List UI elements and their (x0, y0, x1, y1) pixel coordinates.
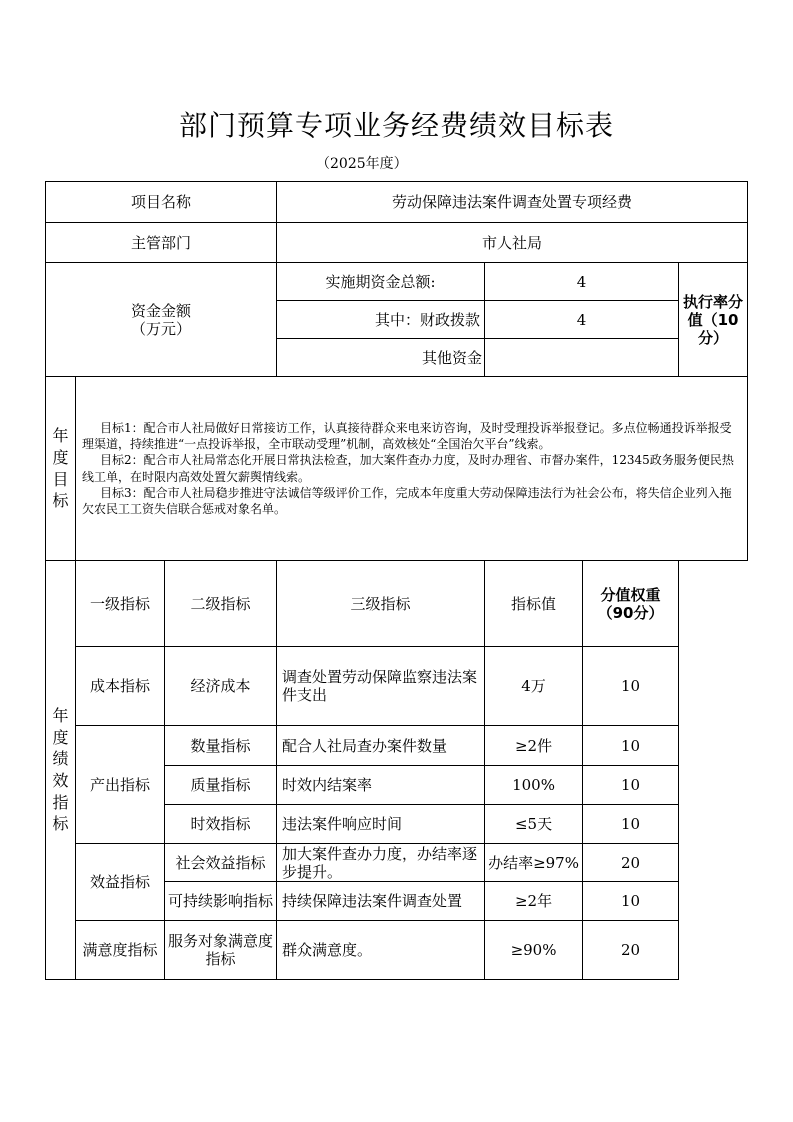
row-weight: 20 (583, 844, 679, 882)
other-funds-label: 其他资金 (277, 339, 485, 377)
annual-goals-label-char: 标 (52, 491, 69, 511)
row-level2: 数量指标 (165, 726, 277, 766)
funds-label-line2: （万元） (131, 319, 192, 338)
row-weight: 10 (583, 726, 679, 766)
row-weight: 10 (583, 766, 679, 805)
row-level2: 经济成本 (165, 647, 277, 726)
row-level3: 加大案件查办力度，办结率逐步提升。 (277, 844, 485, 882)
group-satisfaction: 满意度指标 (76, 921, 165, 980)
indicators-label-char: 度 (52, 727, 69, 747)
annual-goals-label-char: 年 (52, 426, 69, 446)
row-weight: 10 (583, 805, 679, 844)
row-value: 办结率≥97% (485, 844, 583, 882)
row-level3: 时效内结案率 (277, 766, 485, 805)
row-level2: 服务对象满意度指标 (165, 921, 277, 980)
row-level3: 配合人社局查办案件数量 (277, 726, 485, 766)
row-value: ≥90% (485, 921, 583, 980)
row-level2: 时效指标 (165, 805, 277, 844)
project-name-label: 项目名称 (46, 182, 277, 223)
performance-target-table (45, 181, 748, 980)
row-level2: 质量指标 (165, 766, 277, 805)
row-level3: 违法案件响应时间 (277, 805, 485, 844)
row-weight: 20 (583, 921, 679, 980)
annual-goals-content (76, 377, 748, 561)
fiscal-funds-value: 4 (485, 301, 679, 339)
funds-label (46, 263, 277, 377)
header-value: 指标值 (485, 561, 583, 647)
other-funds-value (485, 339, 679, 377)
row-level3: 持续保障违法案件调查处置 (277, 882, 485, 921)
annual-goals-label (46, 377, 76, 561)
total-funds-value: 4 (485, 263, 679, 301)
header-level3: 三级指标 (277, 561, 485, 647)
funds-label-line1: 资金金额 (131, 301, 192, 320)
header-weight: 分值权重（90分） (583, 561, 679, 647)
fiscal-funds-label: 其中：财政拨款 (277, 301, 485, 339)
row-level3: 调查处置劳动保障监察违法案件支出 (277, 647, 485, 726)
indicators-label-char: 效 (52, 771, 69, 790)
row-value: 4万 (485, 647, 583, 726)
page-title: 部门预算专项业务经费绩效目标表 (178, 109, 614, 142)
row-value: 100% (485, 766, 583, 805)
department-label: 主管部门 (46, 223, 277, 263)
project-name-value: 劳动保障违法案件调查处置专项经费 (277, 182, 748, 223)
goal-paragraph-1: 目标1：配合市人社局做好日常接访工作，认真接待群众来电来访咨询，及时受理投诉举报登记。多点位畅通投诉举报受理渠道，持续推进“一点投诉举报，全市联动受理”机制，高效核处“全国治欠平台”线索。 (82, 420, 732, 452)
indicators-label-char: 指 (52, 792, 69, 812)
indicators-label-char: 标 (52, 814, 69, 834)
row-value: ≤5天 (485, 805, 583, 844)
group-benefit: 效益指标 (76, 844, 165, 921)
header-level1: 一级指标 (76, 561, 165, 647)
goal-paragraph-3: 目标3：配合市人社局稳步推进守法诚信等级评价工作，完成本年度重大劳动保障违法行为社会公布，将失信企业列入拖欠农民工工资失信联合惩戒对象名单。 (82, 485, 732, 516)
row-level2: 社会效益指标 (165, 844, 277, 882)
total-funds-label: 实施期资金总额: (277, 263, 485, 301)
group-cost: 成本指标 (76, 647, 165, 726)
row-level2: 可持续影响指标 (165, 882, 277, 921)
row-weight: 10 (583, 647, 679, 726)
indicators-label-char: 绩 (52, 749, 69, 769)
header-level2: 二级指标 (165, 561, 277, 647)
row-value: ≥2件 (485, 726, 583, 766)
annual-goals-label-char: 度 (52, 447, 69, 467)
row-value: ≥2年 (485, 882, 583, 921)
performance-indicators-label (46, 561, 76, 980)
indicators-label-char: 年 (52, 706, 69, 726)
row-weight: 10 (583, 882, 679, 921)
page-subtitle: （2025年度） (316, 156, 408, 172)
annual-goals-label-char: 目 (52, 469, 69, 489)
department-value: 市人社局 (277, 223, 748, 263)
goal-paragraph-2: 目标2：配合市人社局常态化开展日常执法检查，加大案件查办力度，及时办理省、市督办案件，12345政务服务便民热线工单，在时限内高效处置欠薪舆情线索。 (82, 453, 734, 484)
group-output: 产出指标 (76, 726, 165, 844)
execution-rate-score-header: 执行率分值（10分） (679, 263, 748, 377)
row-level3: 群众满意度。 (277, 921, 485, 980)
